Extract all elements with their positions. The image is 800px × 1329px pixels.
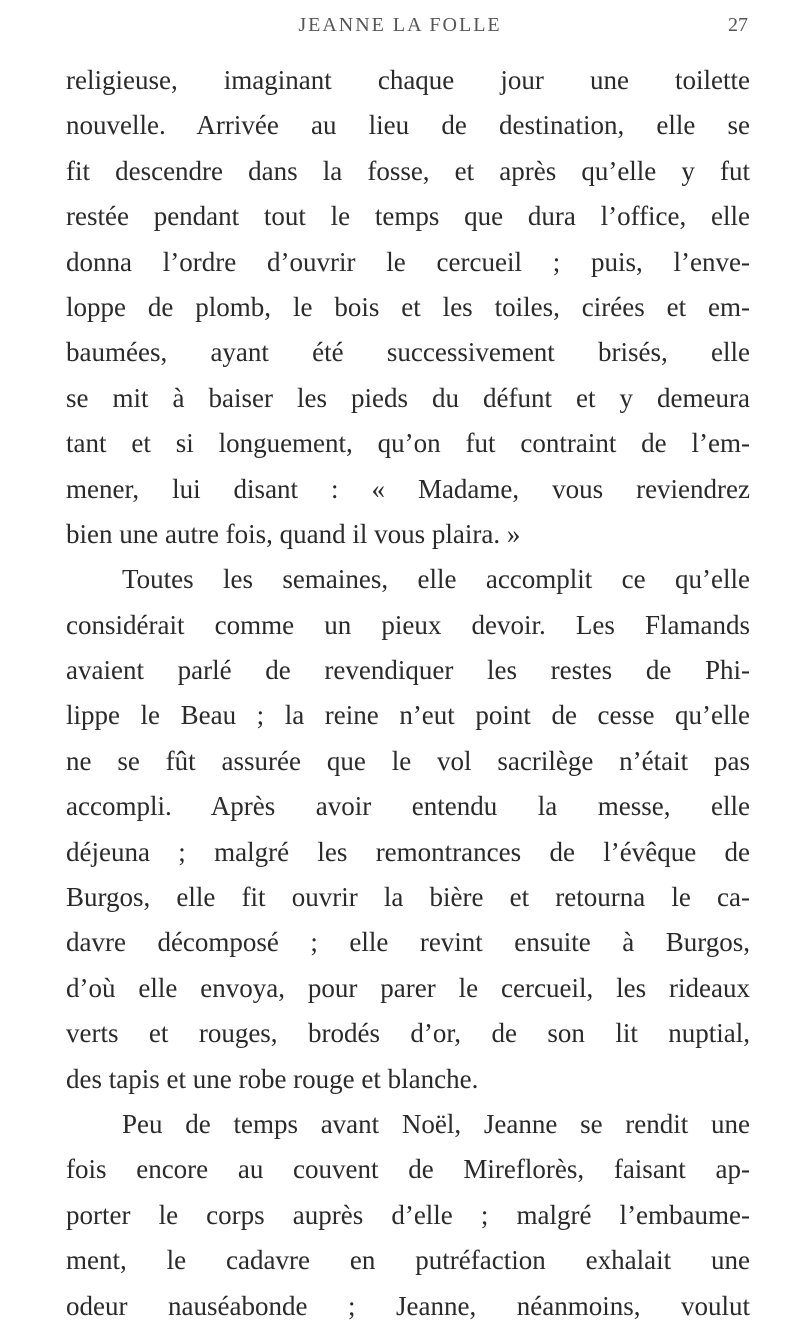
- text-line: déjeuna ; malgré les remontrances de l’évêque de: [66, 836, 750, 867]
- text-line: restée pendant tout le temps que dura l’office, elle: [66, 201, 750, 232]
- text-line: porter le corps auprès d’elle ; malgré l’embaume-: [66, 1199, 750, 1230]
- text-line: Toutes les semaines, elle accomplit ce qu’elle: [122, 564, 750, 595]
- text-line: davre décomposé ; elle revint ensuite à Burgos,: [66, 927, 750, 958]
- text-line: fois encore au couvent de Mireflorès, faisant ap-: [66, 1154, 750, 1185]
- text-line: loppe de plomb, le bois et les toiles, cirées et em-: [66, 291, 750, 322]
- text-line: verts et rouges, brodés d’or, de son lit nuptial,: [66, 1018, 750, 1049]
- text-line: des tapis et une robe rouge et blanche.: [66, 1063, 479, 1094]
- text-line: baumées, ayant été successivement brisés, elle: [66, 337, 750, 368]
- text-line: mener, lui disant : « Madame, vous reviendrez: [66, 473, 750, 504]
- text-line: Peu de temps avant Noël, Jeanne se rendit une: [122, 1108, 750, 1139]
- text-line: lippe le Beau ; la reine n’eut point de cesse qu’elle: [66, 700, 750, 731]
- running-title: JEANNE LA FOLLE: [298, 14, 502, 36]
- text-line: religieuse, imaginant chaque jour une toilette: [66, 65, 750, 95]
- page-number: 27: [728, 14, 748, 36]
- text-line: odeur nauséabonde ; Jeanne, néanmoins, voulut: [66, 1290, 750, 1321]
- text-line: accompli. Après avoir entendu la messe, elle: [66, 791, 750, 822]
- text-line: Burgos, elle fit ouvrir la bière et retourna le ca-: [66, 882, 750, 913]
- text-line: donna l’ordre d’ouvrir le cercueil ; puis, l’enve-: [66, 246, 750, 277]
- text-line: d’où elle envoya, pour parer le cercueil, les rideaux: [66, 972, 750, 1003]
- text-line: ment, le cadavre en putréfaction exhalait une: [66, 1245, 750, 1276]
- running-head: [0, 14, 800, 44]
- text-line: avaient parlé de revendiquer les restes de Phi-: [66, 655, 750, 686]
- text-line: ne se fût assurée que le vol sacrilège n’était pas: [66, 745, 750, 776]
- text-line: fit descendre dans la fosse, et après qu’elle y fut: [66, 155, 750, 186]
- text-line: considérait comme un pieux devoir. Les Flamands: [66, 609, 750, 640]
- text-line: tant et si longuement, qu’on fut contraint de l’em-: [66, 428, 750, 459]
- text-line: nouvelle. Arrivée au lieu de destination, elle se: [66, 110, 750, 141]
- text-line: bien une autre fois, quand il vous plaira. »: [66, 518, 521, 549]
- text-line: se mit à baiser les pieds du défunt et y demeura: [66, 382, 750, 413]
- body-text: [66, 58, 750, 1329]
